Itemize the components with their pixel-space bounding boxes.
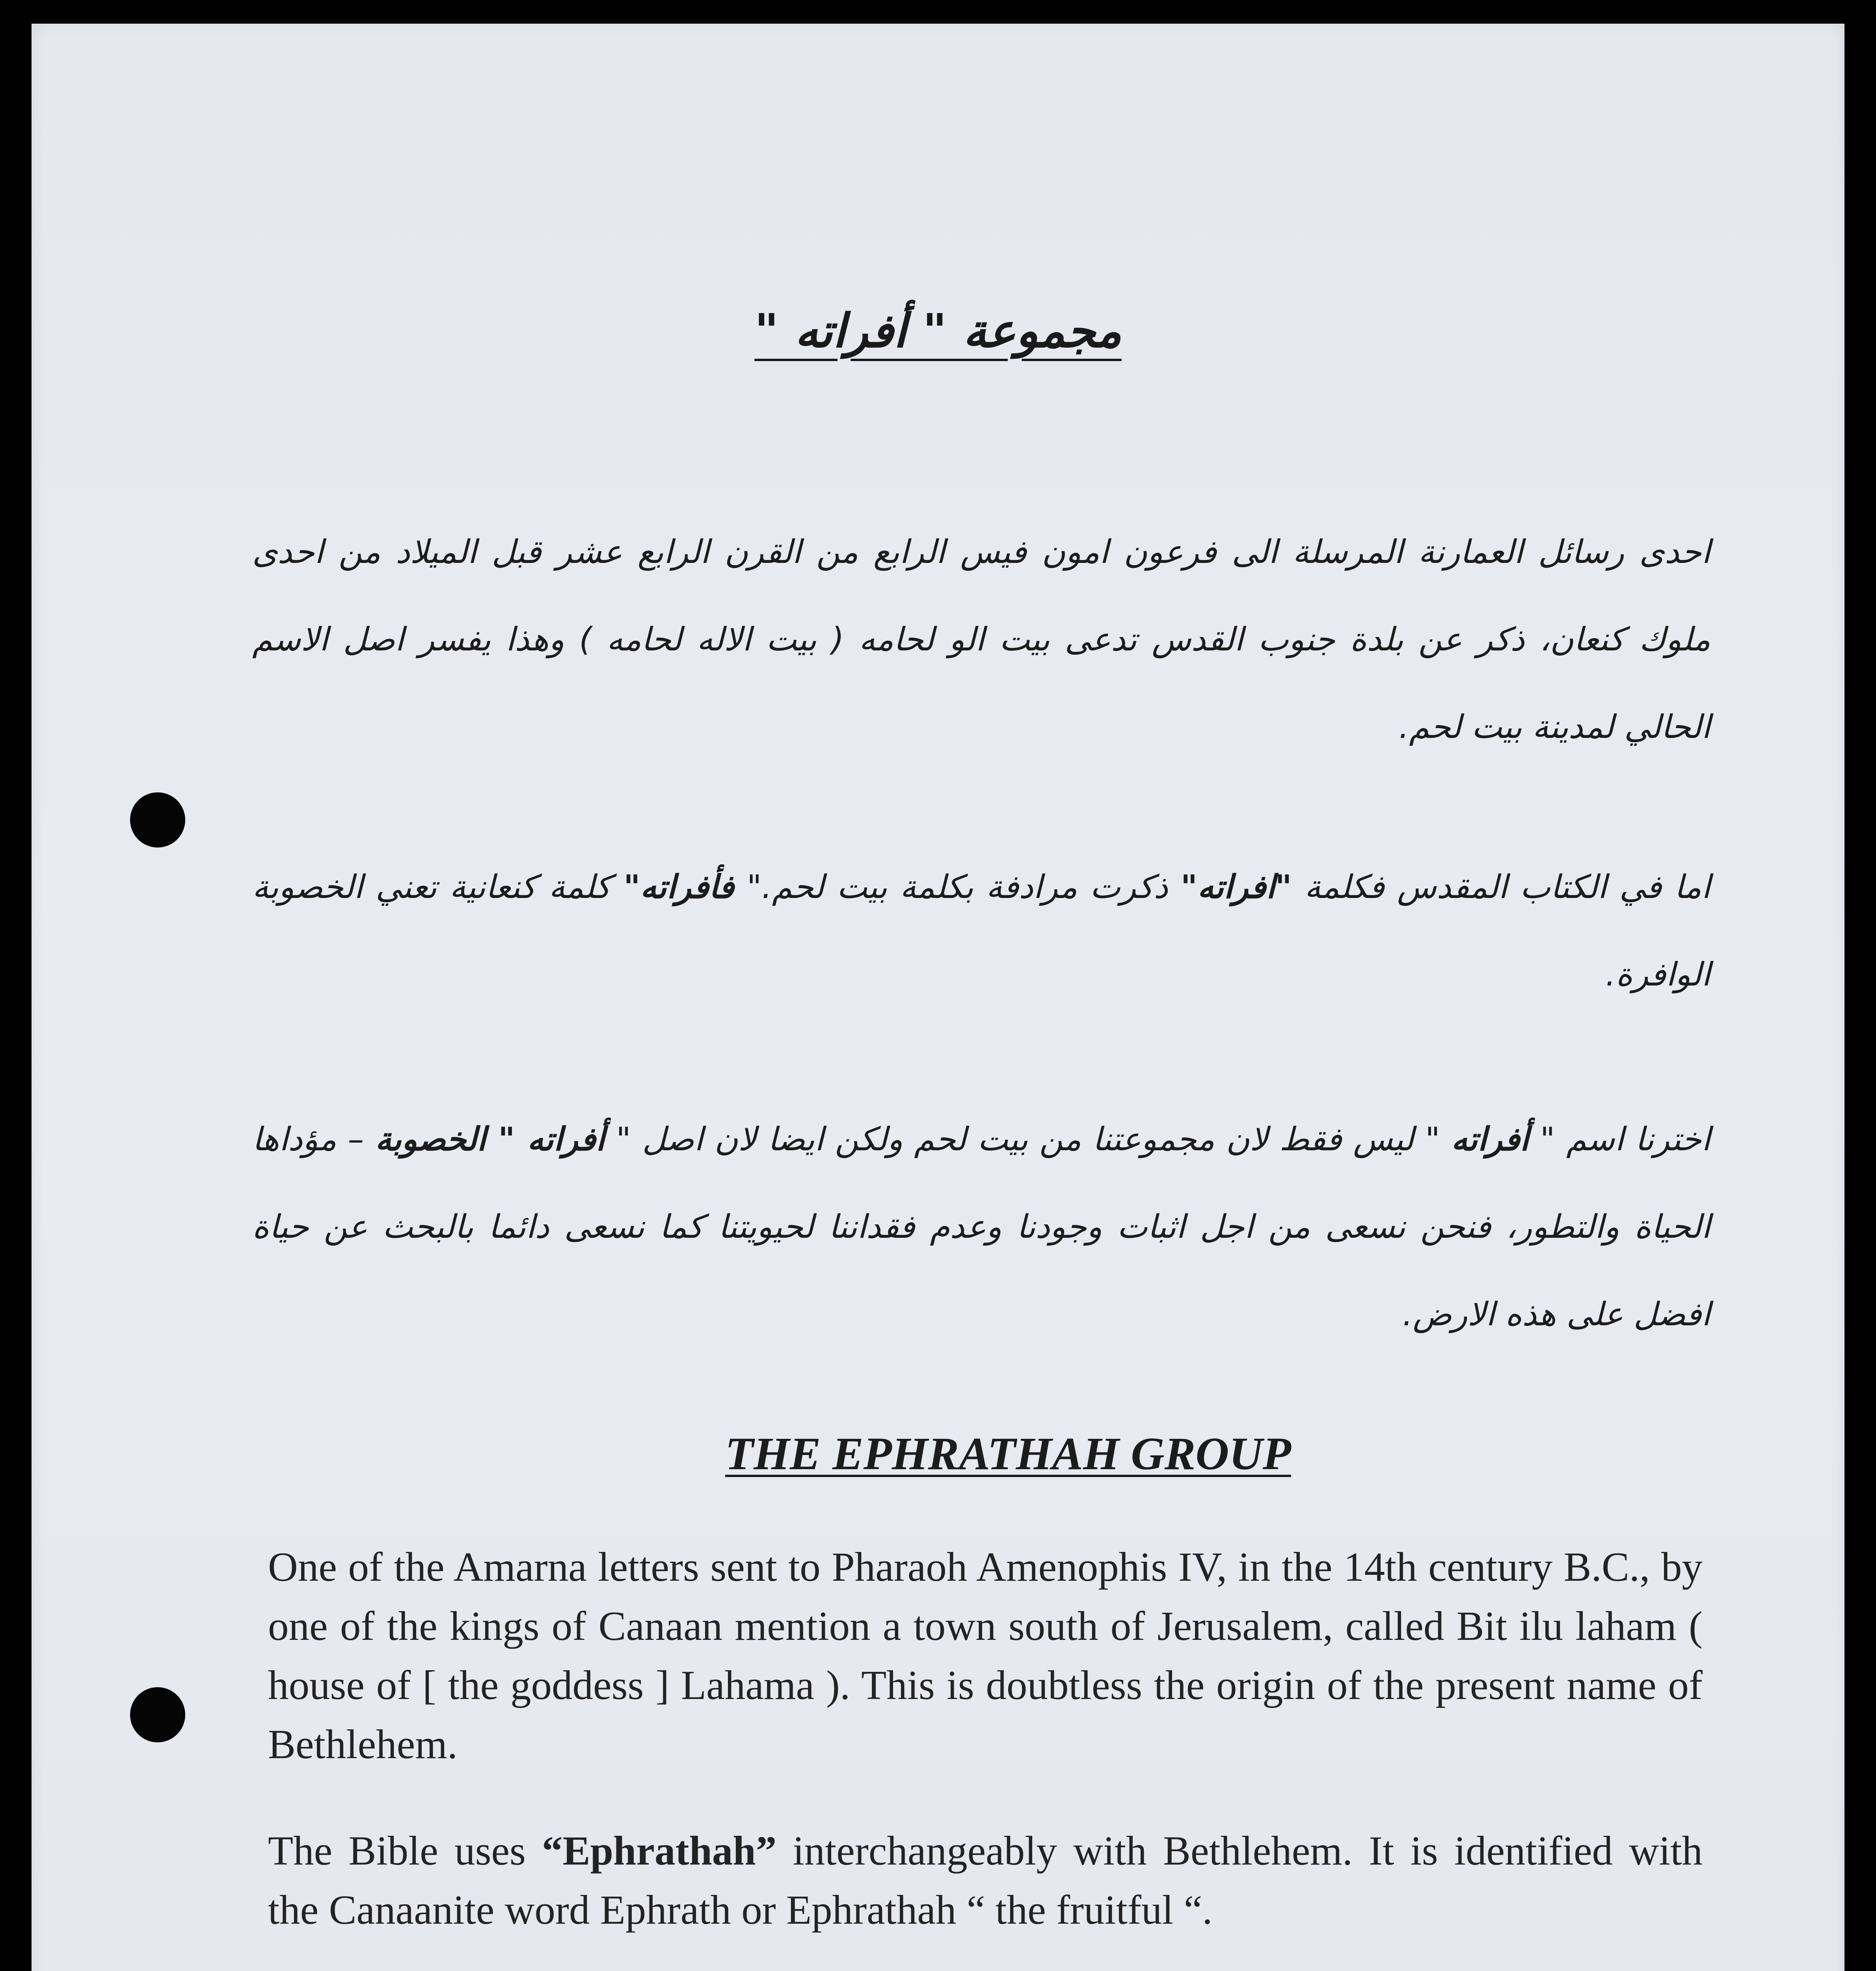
arabic-title: مجموعة " أفراته " — [754, 304, 1122, 358]
english-paragraph-1: One of the Amarna letters sent to Pharaoh Amenophis IV, in the 14th century B.C., by one of the kings of Canaan mention a town south of Jerusalem, called Bit ilu laham ( house of [ the goddess ] Lahama ). This is doubtless the origin of the present name of Bethlehem. — [268, 1544, 1703, 1767]
english-title: THE EPHRATHAH GROUP — [725, 1428, 1291, 1479]
punch-hole — [130, 792, 185, 848]
english-paragraph-2: The Bible uses “Ephrathah” interchangeably with Bethlehem. It is identified with the Canaanite word Ephrath or Ephrathah “ the fruitful “. — [268, 1828, 1703, 1933]
arabic-paragraph-3: اخترنا اسم " أفراته " ليس فقط لان مجموعتنا من بيت لحم ولكن ايضا لان اصل " أفراته " الخصوبة – مؤداها الحياة والتطور، فنحن نسعى من اجل اثبات وجودنا وعدم فقداننا لحيويتنا كما نسعى دائما بالبحث عن حياة افضل على هذه الارض. — [252, 1121, 1710, 1333]
document-page — [32, 24, 1844, 1971]
punch-hole — [130, 1687, 185, 1742]
arabic-paragraph-1: احدى رسائل العمارنة المرسلة الى فرعون امون فيس الرابع من القرن الرابع عشر قبل الميلاد من احدى ملوك كنعان، ذكر عن بلدة جنوب القدس تدعى بيت الو لحامه ( بيت الاله لحامه ) وهذا يفسر اصل الاسم الحالي لمدينة بيت لحم. — [252, 533, 1710, 746]
arabic-paragraph-2: اما في الكتاب المقدس فكلمة "افراته" ذكرت مرادفة بكلمة بيت لحم." فأفراته" كلمة كنعانية تعني الخصوبة الوافرة. — [252, 868, 1710, 993]
